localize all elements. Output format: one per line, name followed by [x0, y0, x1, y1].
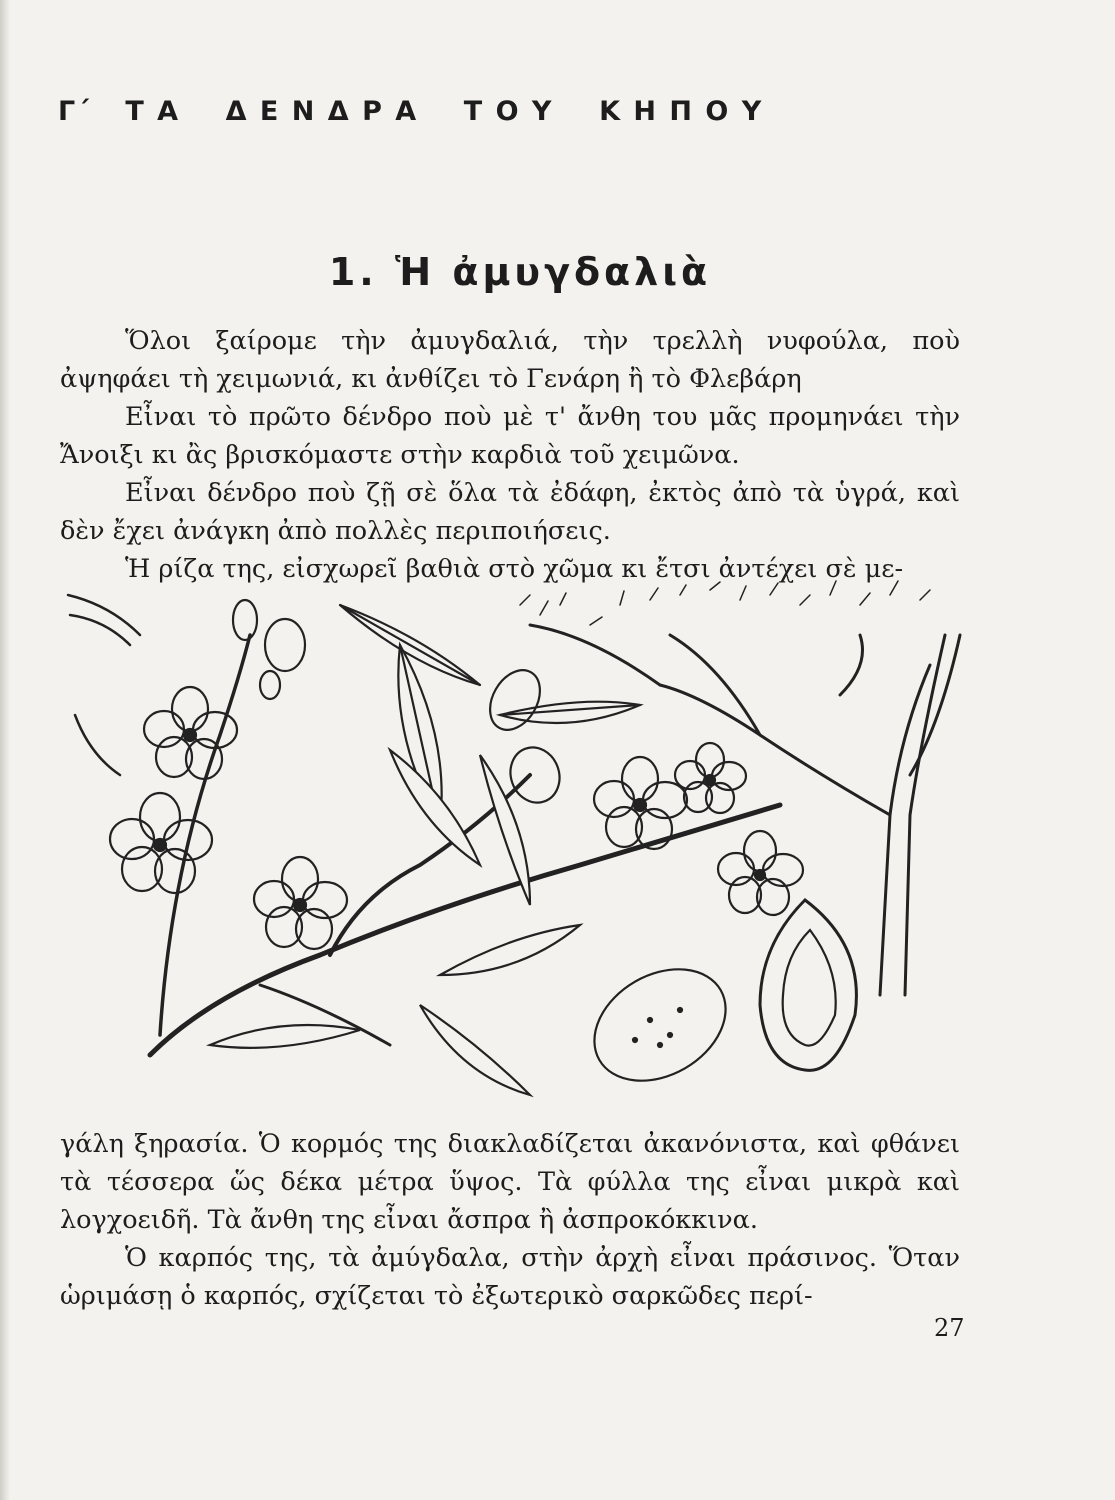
- paragraph: Ἡ ρίζα της, εἰσχωρεῖ βαθιὰ στὸ χῶμα κι ἔτσι ἀντέχει σὲ με-: [125, 554, 904, 584]
- section-title: 1. Ἡ ἀμυγδαλιὰ: [328, 250, 712, 294]
- almond-shell: [574, 947, 745, 1100]
- paragraph: Εἶναι δένδρο ποὺ ζῇ σὲ ὅλα τὰ ἐδάφη, ἐκτὸς ἀπὸ τὰ ὑγρά, καὶ δὲν ἔχει ἀνάγκη ἀπὸ πολλὲς περιποιήσεις.: [60, 478, 960, 546]
- almond-flower: [254, 857, 347, 949]
- almond-flower: [675, 743, 746, 813]
- body-text-bottom: [60, 1125, 960, 1315]
- lanceolate-leaves: [210, 605, 640, 1095]
- running-head: Γ΄ Τ Α Δ Ε Ν Δ Ρ Α Τ Ο Υ Κ Η Π Ο Υ: [58, 96, 764, 127]
- paragraph: Εἶναι τὸ πρῶτο δένδρο ποὺ μὲ τ' ἄνθη του μᾶς προμηνάει τὴν Ἄνοιξι κι ἂς βρισκόμαστε στὴν καρδιὰ τοῦ χειμῶνα.: [60, 402, 960, 470]
- almond-flower: [718, 831, 803, 915]
- paragraph: γάλη ξηρασία. Ὁ κορμός της διακλαδίζεται ἀκανόνιστα, καὶ φθάνει τὰ τέσσερα ὥς δέκα μέτρα ὕψος. Τὰ φύλλα της εἶναι μικρὰ καὶ λογχοειδῆ. Τὰ ἄνθη της εἶναι ἄσπρα ἢ ἀσπροκόκκινα.: [60, 1129, 960, 1235]
- almond-flower: [144, 687, 237, 779]
- page-number: 27: [934, 1314, 965, 1342]
- wind-strokes: [68, 595, 140, 775]
- paragraph: Ὅλοι ξαίρομε τὴν ἀμυγδαλιά, τὴν τρελλὴ νυφούλα, ποὺ ἀψηφάει τὴ χειμωνιά, κι ἀνθίζει τὸ Γενάρη ἢ τὸ Φλεβάρη: [60, 326, 960, 394]
- almond-tree-illustration: [60, 575, 980, 1100]
- almond-kernel-section: [760, 900, 856, 1070]
- paragraph: Ὁ καρπός της, τὰ ἀμύγδαλα, στὴν ἀρχὴ εἶναι πράσινος. Ὅταν ὡριμάσῃ ὁ καρπός, σχίζεται τὸ ἐξωτερικὸ σαρκῶδες περί-: [60, 1243, 960, 1311]
- flower-bud-cluster: [233, 600, 305, 699]
- body-text-top: [60, 322, 960, 588]
- almond-tree-trunk: [530, 625, 960, 995]
- tree-foliage-sketch: [520, 581, 930, 625]
- book-spine-shadow: [0, 0, 10, 1500]
